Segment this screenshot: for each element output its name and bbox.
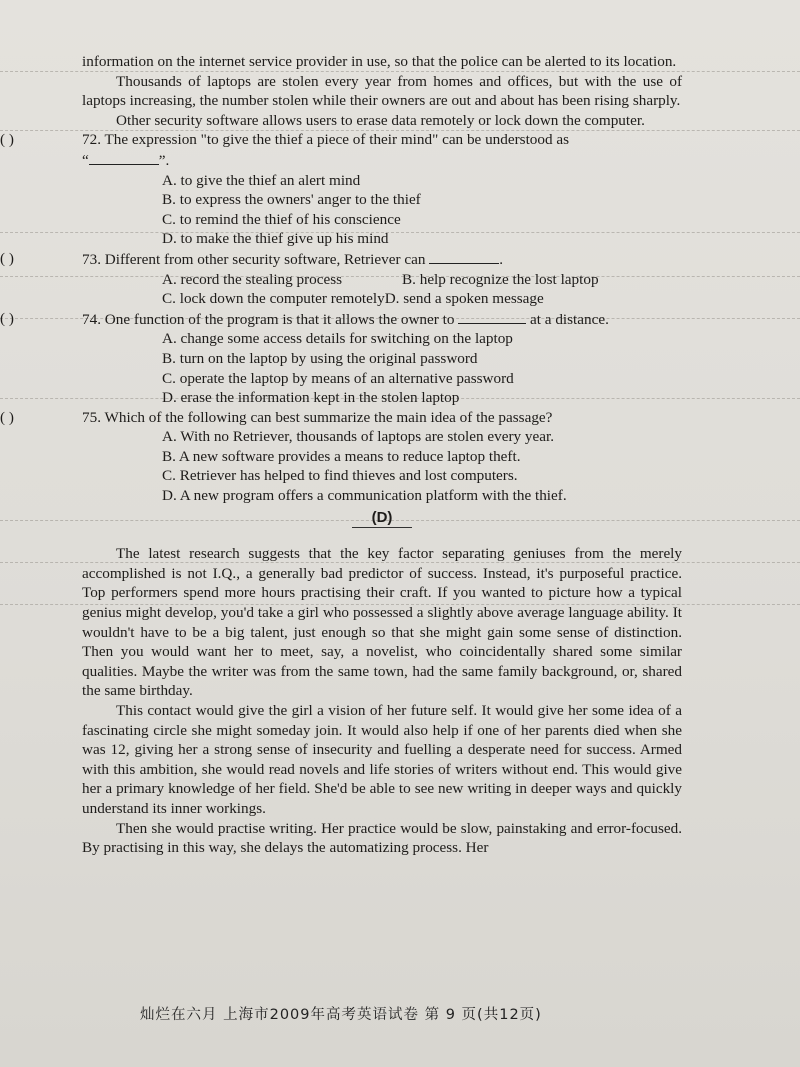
passage-c-paragraph: Thousands of laptops are stolen every year from homes and offices, but with the use of laptops increasing, the number stolen while their owners are out and about has been rising sharply.: [82, 72, 682, 110]
question-stem: [82, 130, 682, 170]
option[interactable]: D. erase the information kept in the stolen laptop: [162, 389, 460, 407]
question-74-options: [162, 329, 682, 407]
section-heading: (D): [352, 508, 412, 529]
passage-d-paragraph: This contact would give the girl a vision of her future self. It would give her some idea of a fascinating circle she might someday join. It would also help if one of her parents died when she was 12, giving her a strong sense of insecurity and fuelling a desperate need for success. Armed with this ambition, she would read novels and life stories of writers without end. This would give her a primary knowledge of her field. She'd be able to see new writing in deeper ways and quickly understand its inner workings.: [82, 702, 682, 817]
answer-bracket[interactable]: ( ): [0, 309, 14, 327]
quote-open: “: [82, 151, 89, 169]
option[interactable]: A. change some access details for switching on the laptop: [162, 330, 513, 348]
section-d-title: [82, 508, 682, 529]
question-73: [0, 249, 682, 270]
question-number: 72.: [82, 131, 101, 149]
option-row: [162, 289, 682, 309]
option-row: [162, 270, 682, 290]
question-text: Different from other security software, Retriever can: [104, 250, 426, 268]
option[interactable]: A. record the stealing process: [162, 270, 343, 288]
question-72: [0, 130, 682, 170]
question-number: 73.: [82, 250, 101, 268]
page-content: [0, 52, 682, 858]
question-text: Which of the following can best summarize the main idea of the passage?: [104, 408, 553, 426]
quote-close: ”.: [158, 151, 170, 169]
question-stem: [82, 309, 682, 330]
question-text: The expression "to give the thief a piece of their mind" can be understood as: [104, 131, 570, 149]
option[interactable]: C. lock down the computer remotely: [162, 290, 385, 308]
answer-blank[interactable]: [429, 249, 499, 264]
option[interactable]: D. A new program offers a communication platform with the thief.: [162, 487, 567, 505]
option[interactable]: C. operate the laptop by means of an alternative password: [162, 369, 514, 387]
option[interactable]: B. turn on the laptop by using the original password: [162, 349, 478, 367]
question-text: One function of the program is that it allows the owner to: [104, 310, 455, 328]
option[interactable]: C. to remind the thief of his conscience: [162, 210, 401, 228]
option[interactable]: C. Retriever has helped to find thieves and lost computers.: [162, 467, 518, 485]
question-text-end: .: [499, 250, 504, 268]
answer-bracket[interactable]: ( ): [0, 249, 14, 267]
option[interactable]: B. to express the owners' anger to the thief: [162, 191, 421, 209]
question-stem: [82, 249, 682, 270]
answer-blank[interactable]: [89, 150, 159, 165]
option[interactable]: A. to give the thief an alert mind: [162, 171, 361, 189]
passage-d-paragraph: Then she would practise writing. Her practice would be slow, painstaking and error-focused. By practising in this way, she delays the automatizing process. Her: [82, 819, 682, 857]
passage-c-paragraph: Other security software allows users to erase data remotely or lock down the computer.: [116, 111, 645, 129]
question-73-options: [162, 270, 682, 309]
question-stem: [82, 408, 682, 428]
question-75-options: [162, 427, 682, 505]
question-number: 75.: [82, 408, 101, 426]
page-footer: 灿烂在六月 上海市2009年高考英语试卷 第 9 页(共12页): [140, 1007, 542, 1023]
passage-c-continuation: information on the internet service provider in use, so that the police can be alerted to its location.: [82, 53, 677, 70]
option[interactable]: D. to make the thief give up his mind: [162, 230, 389, 248]
answer-blank[interactable]: [458, 309, 526, 324]
question-75: [0, 408, 682, 428]
option[interactable]: B. A new software provides a means to reduce laptop theft.: [162, 447, 521, 465]
question-72-options: [162, 171, 682, 249]
passage-d-paragraph: The latest research suggests that the key factor separating geniuses from the merely accomplished is not I.Q., a generally bad predictor of success. Instead, it's purposeful practice. Top performers spend more hours practising their craft. If you wanted to picture how a typical genius might develop, you'd take a girl who possessed a slightly above average language ability. It wouldn't have to be a big talent, just enough so that she might gain some sense of distinction. Then you would want her to meet, say, a novelist, who coincidentally shared some similar qualities. Maybe the writer was from the same town, had the same family background, or, shared the same birthday.: [82, 545, 682, 700]
question-74: [0, 309, 682, 330]
question-number: 74.: [82, 310, 101, 328]
answer-bracket[interactable]: ( ): [0, 131, 14, 149]
answer-bracket[interactable]: ( ): [0, 408, 14, 426]
question-text-end: at a distance.: [530, 310, 609, 328]
option[interactable]: B. help recognize the lost laptop: [402, 270, 599, 288]
option[interactable]: A. With no Retriever, thousands of laptops are stolen every year.: [162, 428, 555, 446]
option[interactable]: D. send a spoken message: [384, 290, 544, 308]
